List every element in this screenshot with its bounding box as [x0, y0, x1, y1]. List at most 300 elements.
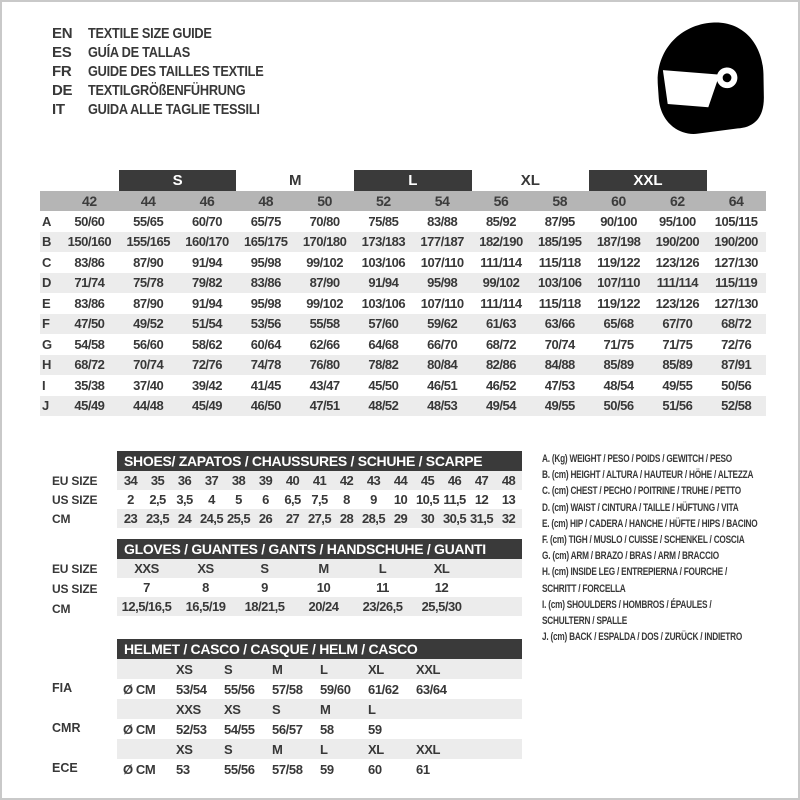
gloves-cell: M — [318, 561, 329, 576]
size-value-cell: 103/106 — [361, 295, 406, 311]
row-letter: B — [42, 234, 51, 250]
size-value-cell: 67/70 — [662, 316, 693, 332]
size-group-l: L — [354, 170, 472, 191]
size-value-cell: 45/49 — [74, 398, 105, 414]
language-row — [52, 43, 294, 62]
size-value-cell: 43/47 — [309, 377, 340, 393]
empty-cell — [117, 739, 172, 759]
measurement-row — [40, 375, 766, 396]
diameter-label-cell: Ø CM — [123, 681, 156, 697]
size-value-cell: 54/58 — [74, 336, 105, 352]
size-value-cell: 59/62 — [427, 316, 458, 332]
gloves-eu-size-label: EU SIZE — [52, 561, 98, 576]
measurement-row — [40, 273, 766, 294]
shoes-cell: 5 — [235, 492, 242, 507]
measurement-row — [40, 396, 766, 417]
size-value-cell: 83/86 — [250, 275, 281, 291]
row-filler — [460, 759, 522, 779]
shoes-cell: 36 — [177, 473, 192, 488]
row-letter: A — [42, 213, 51, 229]
row-letter: H — [42, 357, 51, 373]
helmet-value-cell: 53/54 — [176, 681, 207, 697]
gloves-cell: 11 — [376, 580, 389, 595]
helmet-size-cell: XL — [368, 741, 384, 757]
shoes-cell: 2,5 — [149, 492, 166, 507]
size-value-cell: 71/74 — [74, 275, 105, 291]
column-header-row — [40, 191, 766, 211]
helmet-size-cell: XL — [368, 661, 384, 677]
size-value-cell: 103/106 — [361, 254, 406, 270]
shoes-cell: 23,5 — [146, 511, 169, 526]
legend-line: G. (cm) ARM / BRAZO / BRAS / ARM / BRACCIO — [542, 550, 719, 563]
size-value-cell: 95/100 — [658, 213, 696, 229]
row-filler — [460, 739, 522, 759]
shoes-cell: 11,5 — [443, 492, 466, 507]
row-filler — [460, 719, 522, 739]
size-value-cell: 44/48 — [133, 398, 164, 414]
gloves-cell: XS — [197, 561, 214, 576]
shoes-cell: 43 — [366, 473, 381, 488]
size-value-cell: 71/75 — [662, 336, 693, 352]
size-value-cell: 39/42 — [191, 377, 223, 393]
language-row — [52, 24, 294, 43]
shoes-cell: 8 — [343, 492, 350, 507]
shoes-cell: 28,5 — [362, 511, 385, 526]
gloves-cell: 10 — [316, 580, 331, 595]
size-value-cell: 123/126 — [655, 254, 700, 270]
shoes-cell: 44 — [393, 473, 408, 488]
gloves-section-title: GLOVES / GUANTES / GANTS / HANDSCHUHE / GUANTI — [117, 539, 522, 559]
gloves-cell: 18/21,5 — [244, 599, 285, 614]
size-value-cell: 119/122 — [597, 295, 640, 311]
size-value-cell: 49/55 — [662, 377, 693, 393]
size-value-cell: 115/119 — [715, 275, 758, 291]
size-value-cell: 57/60 — [368, 316, 399, 332]
helmet-value-row — [117, 679, 522, 699]
diameter-label-cell: Ø CM — [123, 721, 156, 737]
size-value-cell: 83/86 — [74, 254, 105, 270]
size-value-cell: 64/68 — [368, 336, 399, 352]
shoes-cell: 26 — [258, 511, 273, 526]
shoes-row — [117, 471, 522, 490]
shoes-cell: 24 — [177, 511, 192, 526]
gloves-row — [117, 597, 522, 616]
measurement-row — [40, 252, 766, 273]
size-value-cell: 50/60 — [74, 213, 105, 229]
measurement-row — [40, 334, 766, 355]
size-value-cell: 99/102 — [306, 295, 343, 311]
shoes-cell: 10 — [393, 492, 408, 507]
row-letter: C — [42, 254, 51, 270]
column-header: 52 — [375, 193, 391, 209]
size-value-cell: 105/115 — [714, 213, 758, 229]
shoes-cell: 31,5 — [470, 511, 493, 526]
size-value-cell: 165/175 — [244, 234, 288, 250]
size-value-cell: 35/38 — [74, 377, 105, 393]
size-value-cell: 91/94 — [191, 295, 223, 311]
helmet-value-cell: 59 — [320, 761, 334, 777]
helmet-value-cell: 59 — [368, 721, 382, 737]
size-value-cell: 91/94 — [368, 275, 399, 291]
size-value-cell: 182/190 — [479, 234, 523, 250]
size-group-s: S — [119, 170, 237, 191]
language-code: ES — [52, 44, 72, 61]
size-value-cell: 55/58 — [309, 316, 340, 332]
size-value-cell: 173/183 — [361, 234, 406, 250]
helmet-section-title: HELMET / CASCO / CASQUE / HELM / CASCO — [117, 639, 522, 659]
language-title: GUÍA DE TALLAS — [88, 44, 190, 61]
racing-helmet-icon — [644, 14, 776, 144]
size-value-cell: 71/75 — [603, 336, 634, 352]
shoes-cell: 39 — [258, 473, 273, 488]
shoes-cell: 40 — [285, 473, 300, 488]
empty-cell — [117, 699, 172, 719]
size-value-cell: 58/62 — [191, 336, 223, 352]
size-value-cell: 115/118 — [538, 254, 581, 270]
helmet-size-cell — [412, 699, 460, 719]
row-letter: G — [42, 336, 52, 352]
size-value-cell: 53/56 — [250, 316, 281, 332]
helmet-value-cell: 55/56 — [224, 761, 255, 777]
column-header: 44 — [140, 193, 156, 209]
gloves-cell: 25,5/30 — [421, 599, 462, 614]
size-value-cell: 83/88 — [427, 213, 458, 229]
size-value-cell: 111/114 — [480, 295, 522, 311]
helmet-value-cell: 63/64 — [416, 681, 447, 697]
shoes-cell: 29 — [393, 511, 408, 526]
column-header: 48 — [258, 193, 274, 209]
size-value-cell: 49/55 — [544, 398, 575, 414]
size-value-cell: 177/187 — [420, 234, 464, 250]
size-value-cell: 52/58 — [721, 398, 752, 414]
gloves-cell: XL — [433, 561, 450, 576]
language-list — [52, 24, 294, 119]
size-value-cell: 48/54 — [603, 377, 634, 393]
size-value-cell: 83/86 — [74, 295, 105, 311]
size-value-cell: 60/64 — [250, 336, 281, 352]
gloves-cell: L — [378, 561, 387, 576]
helmet-size-row — [117, 699, 522, 719]
shoes-cell: 27 — [285, 511, 300, 526]
language-row — [52, 81, 294, 100]
shoes-cell: 28 — [339, 511, 354, 526]
shoes-cell: 45 — [420, 473, 435, 488]
diameter-label-cell: Ø CM — [123, 761, 156, 777]
measurement-row — [40, 314, 766, 335]
shoes-cell: 2 — [127, 492, 134, 507]
shoes-cell: 10,5 — [416, 492, 439, 507]
shoes-us-size-label: US SIZE — [52, 492, 98, 507]
helmet-value-cell: 59/60 — [320, 681, 351, 697]
shoes-row — [117, 509, 522, 528]
measurement-row — [40, 232, 766, 253]
helmet-value-cell: 58 — [320, 721, 334, 737]
column-header: 58 — [552, 193, 568, 209]
size-value-cell: 37/40 — [133, 377, 164, 393]
size-value-cell: 119/122 — [597, 254, 640, 270]
shoes-cell: 24,5 — [200, 511, 223, 526]
helmet-size-cell: S — [272, 701, 281, 717]
size-value-cell: 190/200 — [655, 234, 700, 250]
size-value-cell: 87/95 — [544, 213, 575, 229]
size-value-cell: 123/126 — [655, 295, 700, 311]
size-value-cell: 115/118 — [538, 295, 581, 311]
size-value-cell: 85/89 — [603, 357, 634, 373]
gloves-cell: 20/24 — [308, 599, 339, 614]
row-filler — [460, 679, 522, 699]
column-spacer — [60, 170, 119, 191]
gloves-table — [117, 539, 522, 616]
standard-label-ece: ECE — [52, 761, 78, 775]
size-value-cell: 107/110 — [597, 275, 640, 291]
letter-column-spacer — [40, 170, 60, 191]
gloves-row — [117, 559, 522, 578]
shoes-cell: 12 — [474, 492, 489, 507]
gloves-cell: 7 — [143, 580, 150, 595]
helmet-size-cell: M — [320, 701, 331, 717]
helmet-value-row — [117, 759, 522, 779]
size-value-cell: 47/50 — [74, 316, 105, 332]
shoes-cell: 9 — [370, 492, 377, 507]
size-value-cell: 68/72 — [74, 357, 105, 373]
row-letter: D — [42, 275, 51, 291]
size-value-cell: 79/82 — [191, 275, 223, 291]
size-group-xl: XL — [520, 172, 540, 189]
empty-cell — [117, 659, 172, 679]
size-value-cell: 107/110 — [420, 295, 464, 311]
column-header: 50 — [317, 193, 332, 209]
helmet-size-cell: S — [224, 661, 233, 677]
size-value-cell: 50/56 — [721, 377, 752, 393]
size-value-cell: 70/74 — [544, 336, 575, 352]
language-row — [52, 62, 294, 81]
size-group-row — [40, 170, 766, 191]
size-value-cell: 66/70 — [427, 336, 458, 352]
size-value-cell: 72/76 — [721, 336, 752, 352]
language-code: IT — [52, 101, 65, 118]
shoes-cell: 47 — [474, 473, 489, 488]
size-value-cell: 160/170 — [185, 234, 229, 250]
legend-line: SCHULTERN / SPALLE — [542, 614, 628, 627]
gloves-cell: 12 — [434, 580, 449, 595]
shoes-cell: 6 — [262, 492, 269, 507]
column-spacer — [707, 170, 766, 191]
size-value-cell: 107/110 — [420, 254, 464, 270]
size-value-cell: 72/76 — [191, 357, 223, 373]
helmet-size-cell: M — [272, 741, 283, 757]
shoes-cell: 34 — [123, 473, 138, 488]
helmet-size-cell: L — [368, 701, 376, 717]
measurement-row — [40, 211, 766, 232]
helmet-size-row — [117, 659, 522, 679]
column-header: 62 — [669, 193, 685, 209]
helmet-value-cell — [412, 719, 460, 739]
size-value-cell: 84/88 — [544, 357, 575, 373]
size-value-cell: 103/106 — [538, 275, 582, 291]
size-value-cell: 90/100 — [600, 213, 637, 229]
helmet-size-row — [117, 739, 522, 759]
shoes-cell: 30 — [420, 511, 435, 526]
helmet-table — [117, 639, 522, 779]
gloves-us-size-label: US SIZE — [52, 581, 98, 596]
size-value-cell: 85/92 — [485, 213, 516, 229]
size-value-cell: 45/49 — [191, 398, 223, 414]
helmet-value-cell: 52/53 — [176, 721, 207, 737]
size-value-cell: 95/98 — [427, 275, 458, 291]
size-value-cell: 75/85 — [368, 213, 399, 229]
column-header: 46 — [199, 193, 215, 209]
size-value-cell: 74/78 — [250, 357, 281, 373]
measurement-legend — [542, 451, 800, 645]
shoes-rows — [117, 471, 522, 528]
row-filler — [471, 597, 522, 616]
helmet-size-cell: XXL — [416, 661, 441, 677]
language-title: GUIDA ALLE TAGLIE TESSILI — [88, 101, 260, 118]
legend-line: A. (Kg) WEIGHT / PESO / POIDS / GEWITCH / PESO — [542, 453, 732, 465]
shoes-cell: 42 — [339, 473, 354, 488]
shoes-cell: 38 — [231, 473, 246, 488]
size-value-cell: 111/114 — [656, 275, 699, 291]
size-value-cell: 61/63 — [485, 316, 516, 332]
helmet-value-cell: 61 — [416, 761, 430, 777]
language-code: FR — [52, 63, 72, 80]
size-value-cell: 45/50 — [368, 377, 399, 393]
shoes-cell: 6,5 — [284, 492, 301, 507]
legend-line: D. (cm) WAIST / CINTURA / TAILLE / HÜFTUNG / VITA — [542, 501, 739, 514]
column-header: 42 — [82, 193, 97, 209]
standard-label-fia: FIA — [52, 681, 73, 695]
row-filler — [471, 559, 522, 578]
size-value-cell: 65/75 — [250, 213, 281, 229]
size-value-cell: 55/65 — [133, 213, 164, 229]
legend-line: E. (cm) HIP / CADERA / HANCHE / HÜFTE / HIPS / BACINO — [542, 517, 758, 530]
legend-line: J. (cm) BACK / ESPALDA / DOS / ZURÜCK / INDIETRO — [542, 631, 743, 644]
helmet-value-cell: 57/58 — [272, 761, 303, 777]
column-header: 56 — [493, 193, 509, 209]
size-value-cell: 91/94 — [191, 254, 223, 270]
size-value-cell: 47/51 — [309, 398, 340, 414]
helmet-value-cell: 56/57 — [272, 721, 303, 737]
helmet-size-cell: XXS — [176, 701, 201, 717]
row-filler — [460, 699, 522, 719]
language-title: TEXTILGRÖßENFÜHRUNG — [88, 82, 246, 99]
helmet-size-cell: XS — [176, 741, 193, 757]
size-value-cell: 190/200 — [714, 234, 758, 250]
helmet-value-cell: 60 — [368, 761, 382, 777]
language-code: EN — [52, 25, 73, 42]
size-value-cell: 187/198 — [596, 234, 641, 250]
size-value-cell: 46/51 — [427, 377, 458, 393]
shoes-table — [117, 451, 522, 528]
shoes-cell: 32 — [501, 511, 516, 526]
letter-column-header — [40, 191, 60, 211]
gloves-cell: 9 — [261, 580, 268, 595]
helmet-value-cell: 61/62 — [368, 681, 399, 697]
size-value-cell: 82/86 — [485, 357, 516, 373]
row-letter: I — [42, 377, 46, 393]
size-group-m: M — [288, 172, 302, 189]
row-filler — [471, 578, 522, 597]
size-value-cell: 60/70 — [191, 213, 223, 229]
shoes-cell: 3,5 — [176, 492, 193, 507]
shoes-cell: 48 — [501, 473, 516, 488]
size-value-cell: 63/66 — [544, 316, 575, 332]
size-value-cell: 87/90 — [309, 275, 340, 291]
column-header: 60 — [611, 193, 626, 209]
helmet-value-cell: 57/58 — [272, 681, 303, 697]
helmet-value-cell: 55/56 — [224, 681, 255, 697]
size-value-cell: 62/66 — [309, 336, 340, 352]
gloves-cell: 23/26,5 — [362, 599, 403, 614]
size-value-cell: 51/54 — [191, 316, 223, 332]
row-filler — [460, 659, 522, 679]
size-value-cell: 51/56 — [662, 398, 693, 414]
language-row — [52, 100, 294, 119]
legend-line: I. (cm) SHOULDERS / HOMBROS / ÉPAULES / — [542, 598, 712, 611]
size-value-cell: 56/60 — [133, 336, 164, 352]
helmet-size-cell: XXL — [416, 741, 441, 757]
language-code: DE — [52, 82, 73, 99]
gloves-rows — [117, 559, 522, 616]
language-title: GUIDE DES TAILLES TEXTILE — [88, 63, 264, 80]
size-value-cell: 99/102 — [482, 275, 520, 291]
row-letter: F — [42, 316, 50, 332]
size-value-cell: 185/195 — [538, 234, 582, 250]
size-value-cell: 76/80 — [309, 357, 340, 373]
size-value-cell: 46/52 — [485, 377, 516, 393]
gloves-cell: 8 — [202, 580, 209, 595]
helmet-size-cell: XS — [224, 701, 241, 717]
size-value-cell: 95/98 — [250, 295, 281, 311]
size-value-cell: 155/165 — [126, 234, 170, 250]
measurement-rows — [40, 211, 766, 416]
gloves-row — [117, 578, 522, 597]
size-value-cell: 80/84 — [427, 357, 458, 373]
size-group-xxl: XXL — [589, 170, 707, 191]
shoes-cell: 23 — [123, 511, 138, 526]
measurement-row — [40, 293, 766, 314]
size-value-cell: 68/72 — [485, 336, 516, 352]
legend-line: F. (cm) TIGH / MUSLO / CUISSE / SCHENKEL / COSCIA — [542, 533, 745, 546]
shoes-cell: 13 — [501, 492, 516, 507]
gloves-cell: S — [260, 561, 269, 576]
size-value-cell: 75/78 — [133, 275, 164, 291]
shoes-cell: 41 — [312, 473, 327, 488]
shoes-cell: 4 — [208, 492, 215, 507]
size-value-cell: 85/89 — [662, 357, 693, 373]
helmet-size-cell: XS — [176, 661, 193, 677]
helmet-size-cell: L — [320, 741, 328, 757]
gloves-cell: 12,5/16,5 — [121, 599, 172, 614]
size-value-cell: 150/160 — [67, 234, 112, 250]
shoes-cm-label: CM — [52, 511, 71, 526]
legend-line: C. (cm) CHEST / PECHO / POITRINE / TRUHE / PETTO — [542, 485, 741, 498]
standard-label-cmr: CMR — [52, 721, 81, 735]
legend-line: B. (cm) HEIGHT / ALTURA / HAUTEUR / HÖHE / ALTEZZA — [542, 469, 754, 482]
size-value-cell: 99/102 — [306, 254, 343, 270]
size-value-cell: 50/56 — [603, 398, 634, 414]
gloves-cm-label: CM — [52, 601, 71, 616]
shoes-cell: 7,5 — [311, 492, 328, 507]
textile-size-table — [40, 170, 766, 416]
column-header: 54 — [434, 193, 450, 209]
size-value-cell: 70/80 — [309, 213, 340, 229]
size-value-cell: 87/90 — [133, 254, 164, 270]
size-value-cell: 111/114 — [480, 254, 522, 270]
shoes-cell: 30,5 — [443, 511, 466, 526]
measurement-row — [40, 355, 766, 376]
shoes-cell: 46 — [447, 473, 462, 488]
